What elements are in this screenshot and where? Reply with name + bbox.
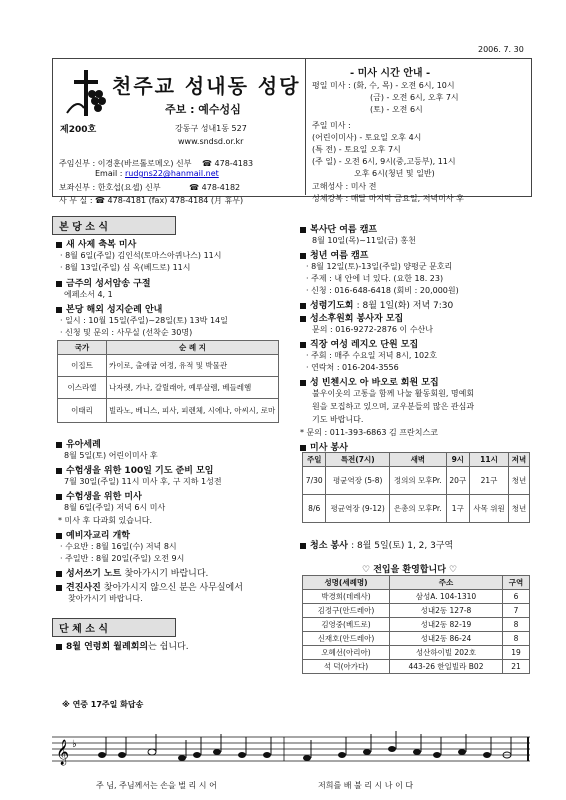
patron: 주보 : 예수성심 — [165, 103, 241, 116]
youth-2: · 주제 : 내 안에 너 있다. (요한 18. 23) — [306, 274, 444, 283]
mass-special: (특 전) - 토요일 오후 7시 — [312, 145, 401, 154]
photo-text2: 찾아가시기 바랍니다. — [68, 594, 143, 603]
new-priest-2: · 8월 13일(주일) 심 옥(베드로) 11시 — [60, 263, 191, 272]
email-label: Email : — [95, 169, 123, 178]
support-1: 문의 : 016-9272-2876 이 수산나 — [312, 325, 433, 334]
mass-sunday2: 오후 6시(청년 및 일반) — [354, 169, 435, 178]
mass-title: - 미사 시간 안내 - — [350, 68, 431, 79]
pilgrim-title: 본당 해외 성지순례 안내 — [56, 302, 162, 315]
hymn-lyrics-left: 주 님, 주님께서는 손을 벌 리 시 어 — [96, 781, 217, 790]
pastor-row — [59, 158, 253, 169]
music-staff — [52, 717, 530, 777]
legion-2: · 연락처 : 016-204-3556 — [306, 363, 399, 372]
church-logo-icon — [62, 68, 112, 118]
hymn-title: ※ 연중 17주일 화답송 — [62, 700, 144, 709]
new-priest-1: · 8월 6일(주일) 김인석(토마스아퀴나스) 11시 — [60, 251, 222, 260]
service-title: 미사 봉사 — [300, 440, 348, 453]
mass-child: (어린이미사) - 토요일 오후 4시 — [312, 133, 422, 142]
bible-write-title: 성서쓰기 노트 찾아가시기 바랍니다. — [56, 566, 208, 579]
vincent-2: 원을 모집하고 있으며, 교우분들의 많은 관심과 — [312, 402, 475, 411]
vincent-3: 기도 바랍니다. — [312, 415, 364, 424]
issue-number: 제200호 — [60, 125, 97, 135]
infant-title: 유아세례 — [56, 437, 101, 450]
youth-3: · 신청 : 016-648-6418 (회비 : 20,000원) — [306, 286, 459, 295]
youth-1: · 8월 12일(토)-13일(주일) 양평군 문호리 — [306, 262, 453, 271]
exam-mass-title: 수험생을 위한 미사 — [56, 489, 142, 502]
pastor-phone: ☎ 478-4183 — [202, 159, 254, 168]
exam-mass-1: 8월 6일(주일) 저녁 6시 미사 — [64, 503, 166, 512]
header-divider — [305, 58, 306, 195]
monthly-title: 8월 연령회 월례회의는 쉽니다. — [56, 639, 189, 652]
website-link[interactable]: www.sndsd.or.kr — [178, 137, 244, 146]
address: 강동구 성내1동 527 — [175, 124, 247, 133]
mass-sat: (토) - 오전 6시 — [370, 105, 423, 114]
bible-title: 금주의 성서암송 구절 — [56, 276, 151, 289]
email-row — [95, 169, 219, 178]
welcome-title: ♡ 전입을 환영합니다 ♡ — [362, 565, 458, 575]
vincent-4: * 문의 : 011-393-6863 김 프란치스코 — [300, 428, 438, 437]
welcome-table: 성명(세례명) 주소 구역 박경희(데레사) 삼성A. 104-1310 6 김정구(안드레아) 성내2동 127-8 7 김영중(베드로) 성내2동 82-19 8 신재호(안드레아) 성내2동 86-24 8 오혜선(아리아) 성산하이빌 202호 19 석 덕(아가다) 443-26 한일빌라 B02 21 — [302, 575, 530, 674]
parish-title: 천주교 성내동 성당 — [112, 74, 301, 98]
assistant-phone: ☎ 478-4182 — [189, 183, 241, 192]
bible-verse: 에페소서 4, 1 — [64, 290, 113, 299]
catechumen-title: 예비자교리 개학 — [56, 528, 130, 541]
legion-1: · 주회 : 매주 수요일 저녁 8시, 102호 — [306, 351, 437, 360]
mass-weekday: 평일 미사 : (화, 수, 목) - 오전 6시, 10시 — [312, 81, 455, 90]
clean-title: 청소 봉사 : 8월 5일(토) 1, 2, 3구역 — [300, 538, 453, 551]
mass-sunday: (주 일) - 오전 6시, 9시(중,고등부), 11시 — [312, 157, 456, 166]
svg-text:𝄞: 𝄞 — [56, 740, 70, 765]
support-title: 성소후원회 봉사자 모집 — [300, 311, 403, 324]
photo-title: 견진사진 찾아가시지 않으신 분은 사무실에서 — [56, 580, 243, 593]
issue-date: 2006. 7. 30 — [478, 45, 524, 54]
email-link[interactable]: rudgns22@hanmail.net — [124, 169, 219, 178]
catechumen-1: · 수요반 : 8월 16일(수) 저녁 8시 — [60, 542, 177, 551]
assistant-label: 보좌신부 : 한호섭(요셉) 신부 — [59, 183, 161, 192]
legion-title: 직장 여성 레지오 단원 모집 — [300, 337, 418, 350]
pastor-label: 주임신부 : 이경훈(바르톨로메오) 신부 — [59, 159, 192, 168]
service-table: 주일 특전(7시) 새벽 9시 11시 저녁 7/30 평균역장 (5-8) 정의의 모후Pr. 20구 21구 청년 8/6 평균역장 (9-12) 은총의 모후Pr. 1구 사목 위원 청년 — [302, 452, 530, 523]
mass-sunday-label: 주일 미사 : — [312, 121, 351, 130]
section-group-news: 단 체 소 식 — [52, 618, 176, 637]
infant-1: 8월 5일(토) 어린이미사 후 — [64, 451, 158, 460]
exam-mass-2: * 미사 후 다과회 있습니다. — [58, 516, 152, 525]
camp-title: 복사단 여름 캠프 — [300, 222, 377, 235]
svg-text:♭: ♭ — [72, 739, 77, 750]
prayer-1: 7월 30일(주일) 11시 미사 후, 구 지하 1성전 — [64, 477, 222, 486]
vincent-title: 성 빈첸시오 아 바오로 회원 모집 — [300, 375, 439, 388]
benediction: 성체강복 : 매달 마지막 금요일, 저녁미사 후 — [312, 194, 464, 203]
hymn-lyrics-right: 저희를 배 불 리 시 나 이 다 — [318, 781, 414, 790]
confession: 고해성사 : 미사 전 — [312, 182, 377, 191]
assistant-row — [59, 182, 240, 193]
pilgrim-table: 국가 순 례 지 이집트 카이로, 출애굽 여정, 유적 및 박물관 이스라엘 나자렛, 가나, 갈릴래아, 예루살렘, 베들레헴 이태리 빌라노, 베니스, 피사, 피렌체, 시에나, 아씨시, 로마 — [57, 340, 279, 423]
section-parish-news: 본 당 소 식 — [52, 216, 176, 235]
camp-1: 8월 10일(목)~11일(금) 홍천 — [312, 236, 416, 245]
prayer-title: 수험생을 위한 100일 기도 준비 모임 — [56, 463, 213, 476]
holy-hour-title: 성령기도회 : 8월 1일(화) 저녁 7:30 — [300, 298, 453, 311]
mass-fri: (금) - 오전 6시, 오후 7시 — [370, 93, 459, 102]
office-row: 사 무 실 : ☎ 478-4181 (fax) 478-4184 (月 휴무) — [59, 196, 244, 205]
catechumen-2: · 주일반 : 8월 20일(주일) 오전 9시 — [60, 554, 185, 563]
pilgrim-1: · 일시 : 10월 15일(주일)~28일(토) 13박 14일 — [60, 316, 228, 325]
new-priest-title: 새 사제 축복 미사 — [56, 237, 136, 250]
vincent-1: 불우이웃의 고통을 함께 나눌 활동회원, 명예회 — [312, 389, 475, 398]
youth-title: 청년 여름 캠프 — [300, 248, 368, 261]
pilgrim-2: · 신청 및 문의 : 사무실 (선착순 30명) — [60, 328, 193, 337]
